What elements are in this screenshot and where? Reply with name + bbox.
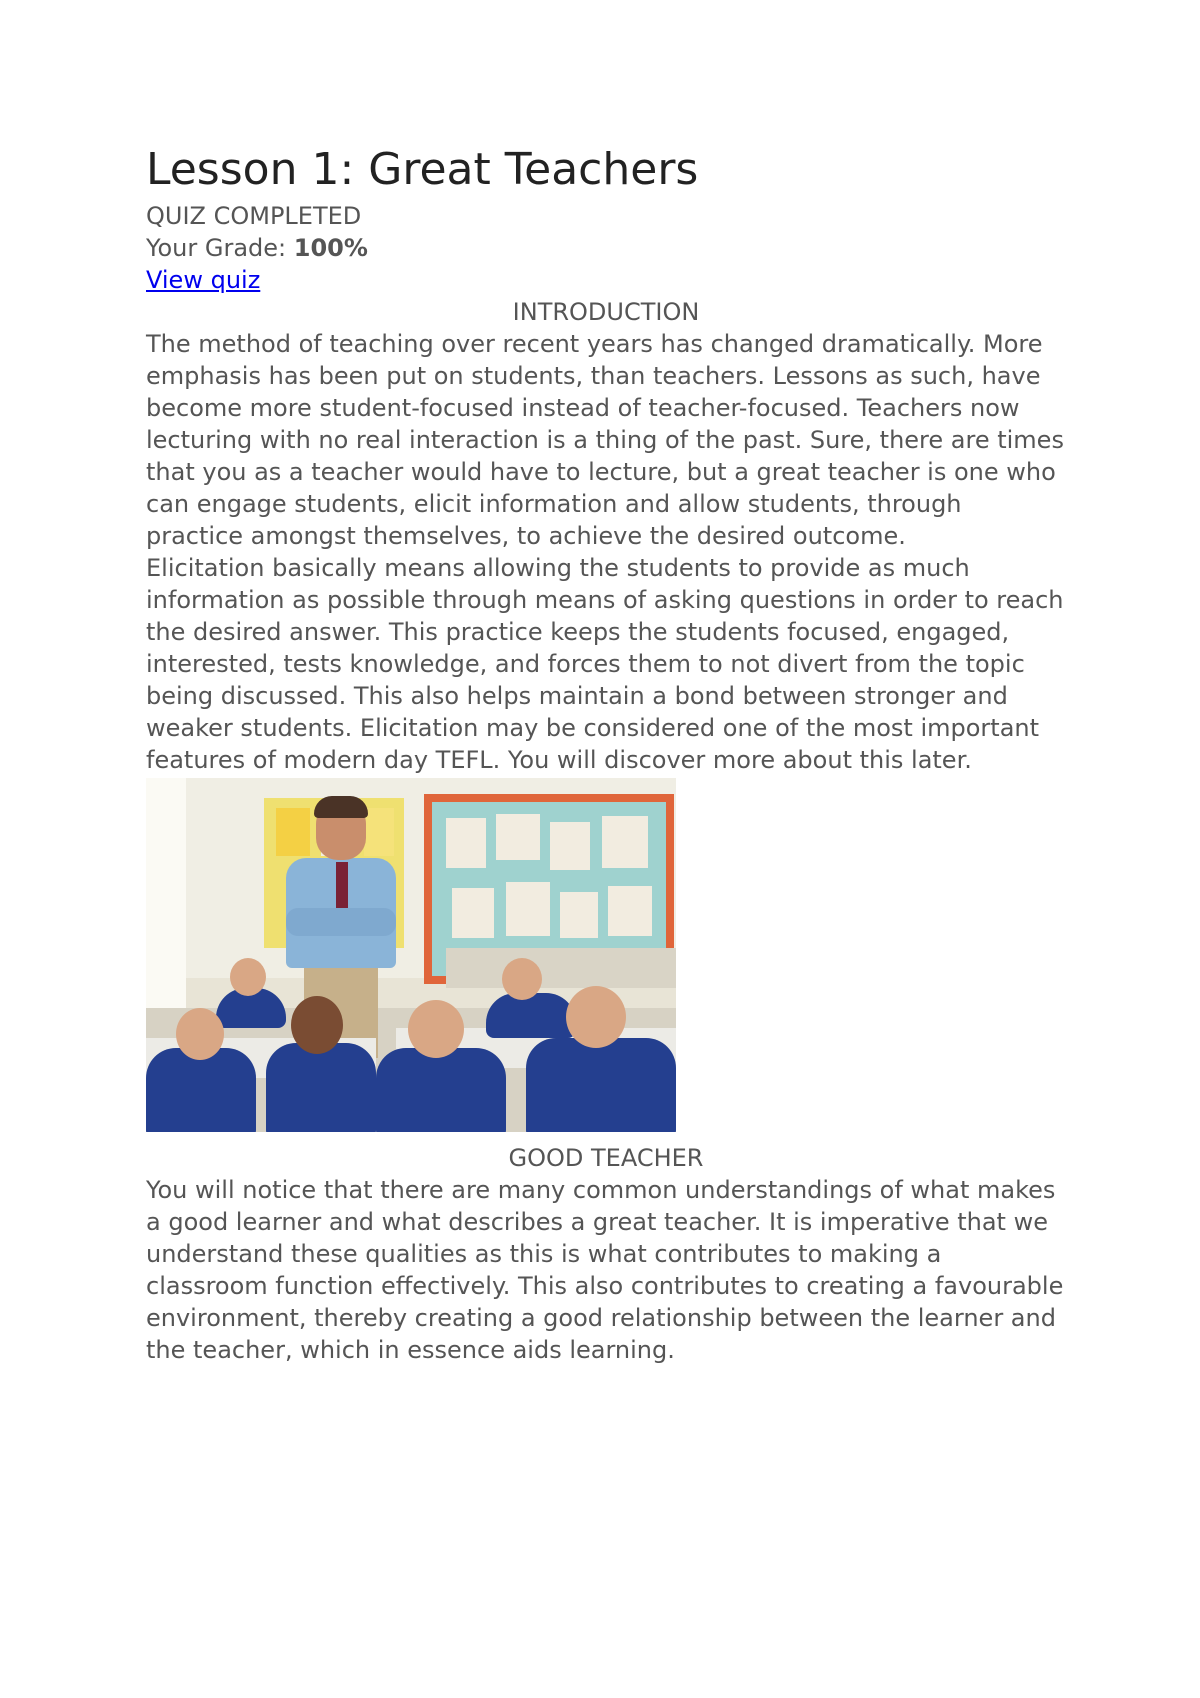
grade-value: 100% (293, 234, 368, 262)
quiz-status: QUIZ COMPLETED (146, 202, 362, 230)
classroom-photo (146, 778, 676, 1132)
introduction-heading: INTRODUCTION (512, 298, 700, 326)
page-title: Lesson 1: Great Teachers (146, 144, 699, 195)
view-quiz-link[interactable]: View quiz (146, 266, 261, 294)
lesson-page (146, 140, 1066, 1366)
introduction-paragraph-1: The method of teaching over recent years has changed dramatically. More emphasis has been put on students, than teachers. Lessons as such, have become more student-focused instead of teacher-focused. Teachers now lecturing with no real interaction is a thing of the past. Sure, there are times that you as a teacher would have to lecture, but a great teacher is one who can engage students, elicit information and allow students, through practice amongst themselves, to achieve the desired outcome. (146, 330, 1064, 550)
grade-label: Your Grade: (146, 234, 294, 262)
good-teacher-heading: GOOD TEACHER (508, 1144, 704, 1172)
introduction-paragraph-2: Elicitation basically means allowing the students to provide as much information as possible through means of asking questions in order to reach the desired answer. This practice keeps the students focused, engaged, interested, tests knowledge, and forces them to not divert from the topic being discussed. This also helps maintain a bond between stronger and weaker students. Elicitation may be considered one of the most important features of modern day TEFL. You will discover more about this later. (146, 554, 1064, 774)
good-teacher-paragraph: You will notice that there are many common understandings of what makes a good learner and what describes a great teacher. It is imperative that we understand these qualities as this is what contributes to making a classroom function effectively. This also contributes to creating a favourable environment, thereby creating a good relationship between the learner and the teacher, which in essence aids learning. (146, 1176, 1064, 1364)
grade-line (146, 232, 1066, 264)
